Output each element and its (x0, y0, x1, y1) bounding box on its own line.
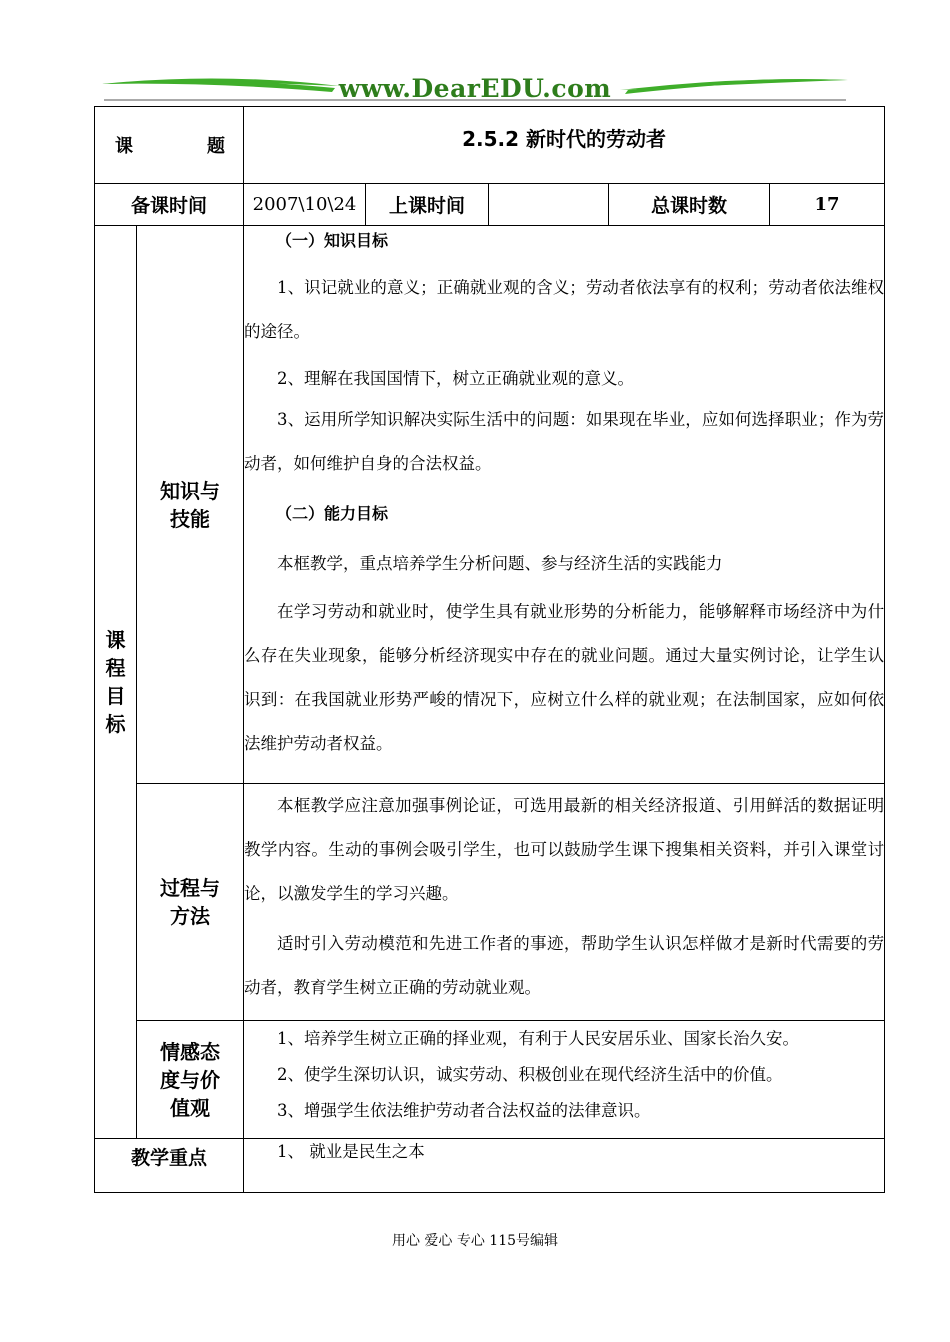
ability-goal-heading: （二）能力目标 (276, 504, 389, 523)
emotion-values-content (244, 1021, 885, 1139)
knowledge-skills-label-line: 技能 (170, 506, 210, 531)
knowledge-goal-item: 2、理解在我国国情下，树立正确就业观的意义。 (277, 369, 634, 388)
process-paragraph: 本框教学应注意加强事例论证，可选用最新的相关经济报道、引用鲜活的数据证明教学内容。生动的事例会吸引学生，也可以鼓励学生课下搜集相关资料，并引入课堂讨论，以激发学生的学习兴趣。 (244, 796, 885, 903)
site-banner (100, 70, 850, 110)
objectives-label-char: 程 (105, 656, 126, 680)
knowledge-skills-label (137, 226, 244, 784)
emotion-values-row (95, 1021, 885, 1139)
process-methods-content (244, 784, 885, 1021)
emotion-item: 3、增强学生依法维护劳动者合法权益的法律意识。 (277, 1101, 651, 1120)
knowledge-goal-item: 3、运用所学知识解决实际生活中的问题：如果现在毕业，应如何选择职业；作为劳动者，如何维护自身的合法权益。 (244, 410, 885, 473)
teaching-focus-item: 1、 就业是民生之本 (277, 1142, 425, 1161)
class-time-value (489, 184, 609, 226)
teaching-focus-label: 教学重点 (95, 1139, 244, 1193)
objectives-label-char: 标 (105, 712, 126, 736)
emotion-values-label-line: 值观 (170, 1095, 210, 1120)
prep-time-label: 备课时间 (95, 184, 244, 226)
total-hours-value: 17 (770, 184, 885, 226)
lesson-title: 2.5.2 新时代的劳动者 (462, 126, 666, 151)
process-methods-label-line: 方法 (170, 904, 210, 928)
emotion-values-label-line: 度与价 (160, 1067, 220, 1092)
class-time-label: 上课时间 (366, 184, 489, 226)
process-methods-label (137, 784, 244, 1021)
teaching-focus-content (244, 1139, 885, 1193)
knowledge-skills-label-line: 知识与 (160, 478, 220, 503)
process-methods-label-line: 过程与 (160, 876, 220, 900)
prep-time-value: 2007\10\24 (244, 184, 366, 226)
knowledge-skills-row (95, 226, 885, 784)
time-row (95, 184, 885, 226)
emotion-item: 1、培养学生树立正确的择业观，有利于人民安居乐业、国家长治久安。 (277, 1029, 799, 1048)
ability-goal-item: 在学习劳动和就业时，使学生具有就业形势的分析能力，能够解释市场经济中为什么存在失业现象，能够分析经济现实中存在的就业问题。通过大量实例讨论，让学生认识到：在我国就业形势严峻的情况下，应树立什么样的就业观；在法制国家，应如何依法维护劳动者权益。 (244, 602, 885, 753)
knowledge-skills-content (244, 226, 885, 784)
objectives-label-char: 课 (105, 628, 126, 652)
knowledge-goal-item: 1、识记就业的意义；正确就业观的含义；劳动者依法享有的权利；劳动者依法维权的途径。 (244, 278, 885, 341)
total-hours-label: 总课时数 (609, 184, 770, 226)
teaching-focus-row (95, 1139, 885, 1193)
page-footer: 用心 爱心 专心 115号编辑 (391, 1233, 559, 1249)
knowledge-goal-heading: （一）知识目标 (276, 231, 389, 250)
process-paragraph: 适时引入劳动模范和先进工作者的事迹，帮助学生认识怎样做才是新时代需要的劳动者，教育学生树立正确的劳动就业观。 (244, 934, 885, 997)
lesson-plan-table (94, 106, 885, 1193)
topic-label-cell (95, 107, 244, 184)
ability-goal-item: 本框教学，重点培养学生分析问题、参与经济生活的实践能力 (277, 554, 723, 573)
emotion-values-label-line: 情感态 (160, 1039, 220, 1064)
emotion-item: 2、使学生深切认识，诚实劳动、积极创业在现代经济生活中的价值。 (277, 1065, 783, 1084)
topic-label-char: 课 (115, 136, 133, 157)
course-objectives-label (95, 226, 137, 1139)
site-url: www.DearEDU.com (338, 74, 612, 103)
topic-label-char: 题 (207, 136, 225, 157)
process-methods-row (95, 784, 885, 1021)
topic-row (95, 107, 885, 184)
objectives-label-char: 目 (105, 684, 126, 708)
topic-cell (244, 107, 885, 184)
emotion-values-label (137, 1021, 244, 1139)
